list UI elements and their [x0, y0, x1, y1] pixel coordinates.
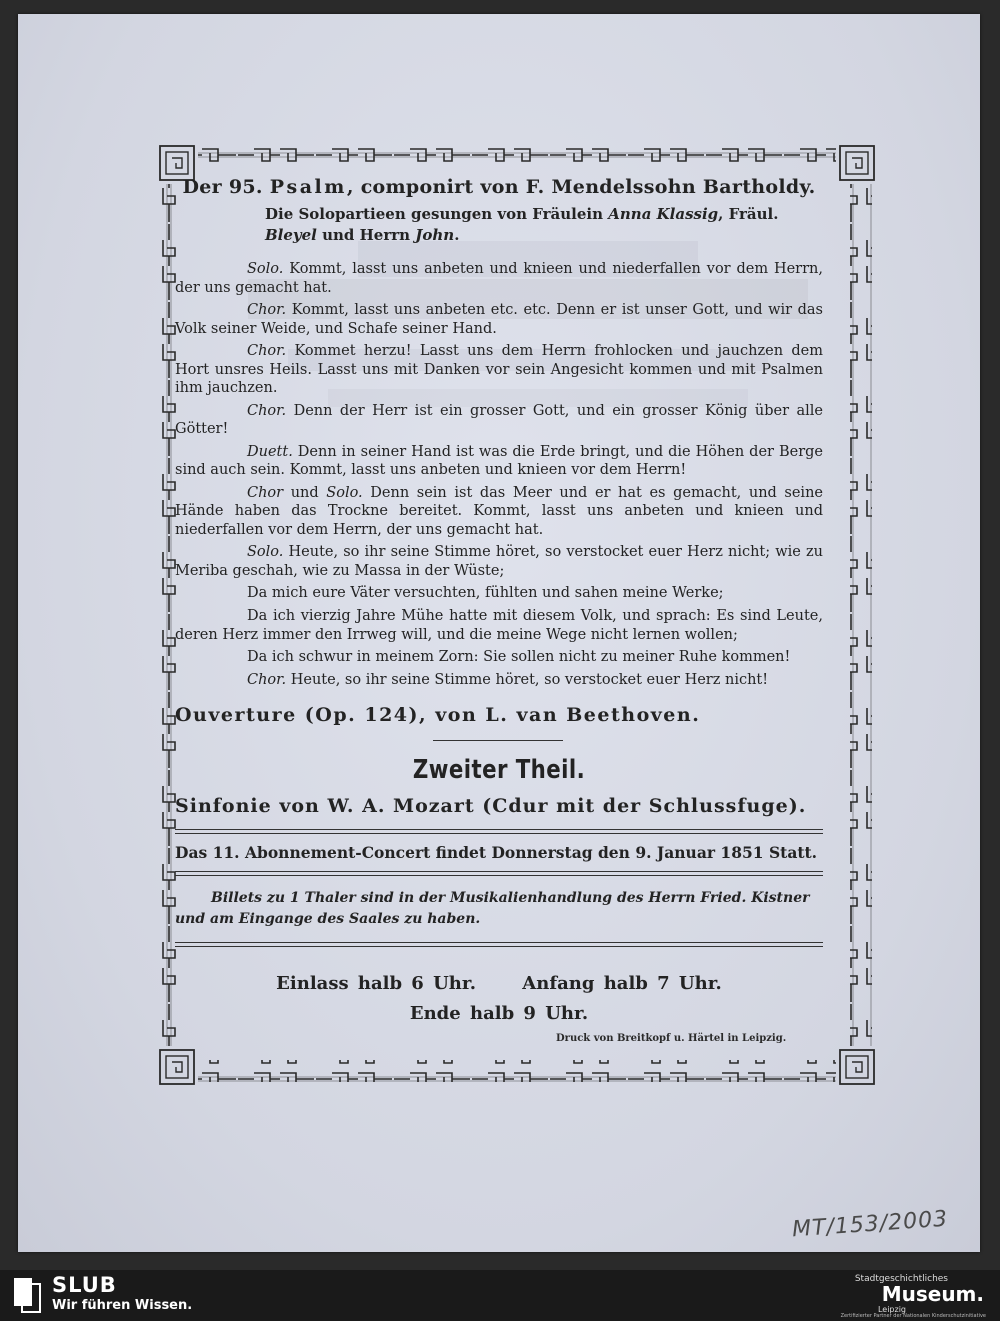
verse-line: Da ich vierzig Jahre Mühe hatte mit diesem Volk, und sprach: Es sind Leute, deren Herz immer den Irrweg will, und die meine Wege nicht lernen wollen;	[175, 608, 823, 643]
library-tagline: Wir führen Wissen.	[52, 1298, 193, 1313]
divider	[433, 740, 563, 741]
footer-bar	[0, 1270, 1000, 1321]
verse-line: Da mich eure Väter versuchten, fühlten und sahen meine Werke;	[247, 585, 724, 601]
museum-city: Leipzig	[877, 1305, 906, 1314]
stanza: Duett. Denn in seiner Hand ist was die Erde bringt, und die Höhen der Berge sind auch sein. Kommt, lasst uns anbeten und knieen vor dem Herrn!	[175, 443, 823, 478]
slub-logo-icon	[12, 1276, 42, 1314]
library-name: SLUB	[52, 1273, 117, 1297]
stanza: Chor. Kommet herzu! Lasst uns dem Herrn frohlocken und jauchzen dem Hort unsres Heils. Lasst uns mit Danken vor sein Angesicht kommen und mit Psalmen ihm jauchzen.	[175, 343, 823, 396]
stanza: Chor und Solo. Denn sein ist das Meer und er hat es gemacht, und seine Hände haben das Trockne bereitet. Kommt, lasst uns anbeten und knieen und niederfallen vor dem Herrn, der uns gemacht hat.	[175, 484, 823, 538]
concert-programme	[175, 172, 823, 1029]
soloists-line: Die Solopartieen gesungen von Fräulein Anna Klassig, Fräul. Bleyel und Herrn John.	[265, 205, 779, 244]
printer-credit: Druck von Breitkopf u. Härtel in Leipzig.	[556, 1033, 787, 1044]
schedule	[175, 969, 823, 1029]
stanza: Solo. Kommt, lasst uns anbeten und knieen und niederfallen vor dem Herrn, der uns gemacht hat.	[175, 261, 823, 296]
stanza: Chor. Heute, so ihr seine Stimme höret, so verstocket euer Herz nicht!	[247, 672, 769, 688]
ticket-notice: Billets zu 1 Thaler sind in der Musikalienhandlung des Herrn Fried. Kistner und am Eingange des Saales zu haben.	[175, 890, 810, 927]
concert-notice: Das 11. Abonnement-Concert findet Donnerstag den 9. Januar 1851 Statt.	[175, 843, 818, 862]
stanza: Solo. Heute, so ihr seine Stimme höret, so verstocket euer Herz nicht; wie zu Meriba geschah, wie zu Massa in der Wüste;	[175, 544, 823, 579]
shelfmark: MT/153/2003	[791, 1206, 949, 1243]
double-rule	[175, 942, 823, 947]
ouverture-line: Ouverture (Op. 124), von L. van Beethoven.	[175, 704, 701, 726]
stanza: Chor. Denn der Herr ist ein grosser Gott, und ein grosser König über alle Götter!	[175, 402, 823, 437]
double-rule	[175, 871, 823, 876]
schedule-line: Ende halb 9 Uhr.	[409, 1003, 589, 1024]
museum-caption: Stadtgeschichtliches	[854, 1274, 948, 1284]
psalm-title: Der 95. Psalm, componirt von F. Mendelssohn Bartholdy.	[182, 176, 816, 198]
museum-name: Museum.	[881, 1282, 984, 1306]
verse-line: Da ich schwur in meinem Zorn: Sie sollen nicht zu meiner Ruhe kommen!	[247, 649, 791, 665]
double-rule	[175, 829, 823, 834]
sinfonie-line: Sinfonie von W. A. Mozart (Cdur mit der Schlussfuge).	[175, 795, 807, 817]
part-two-heading: Zweiter Theil.	[412, 755, 586, 785]
schedule-line: Einlass halb 6 Uhr. Anfang halb 7 Uhr.	[276, 973, 722, 994]
museum-note: Zertifizierter Partner der Nationalen Kinderschutzinitiative	[840, 1313, 986, 1319]
stanza: Chor. Kommt, lasst uns anbeten etc. etc. Denn er ist unser Gott, und wir das Volk seiner Weide, und Schafe seiner Hand.	[175, 302, 823, 337]
